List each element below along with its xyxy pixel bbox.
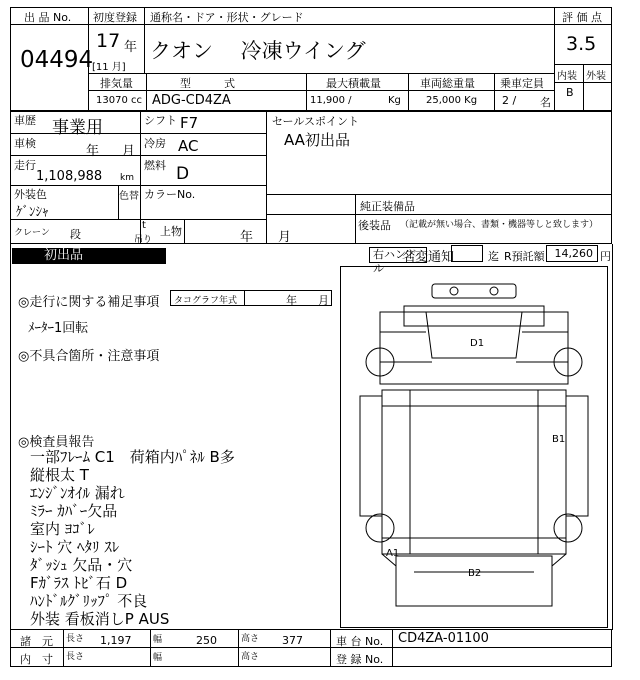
inspector-report-heading: ◎検査員報告 (18, 435, 95, 450)
top-body-label: 上物 (160, 225, 182, 238)
gross-weight: 25,000 Kg (426, 95, 478, 106)
inspection-month-unit: 月 (122, 144, 136, 159)
name-change-deadline-label: 迄 (488, 250, 499, 263)
height-value: 377 (282, 634, 303, 647)
tachograph-month-unit: 月 (318, 294, 329, 307)
inspector-report-line: ﾊﾝﾄﾞﾙｸﾞﾘｯﾌﾟ 不良 (30, 592, 148, 610)
color-code-label: カラーNo. (144, 188, 196, 201)
registration-month: [11 月] (92, 62, 126, 73)
payload-label: 最大積載量 (326, 77, 381, 90)
history-label: 車歴 (14, 114, 36, 127)
width-label: 幅 (153, 635, 163, 645)
ac-value: AC (178, 137, 199, 155)
defects-heading: ◎不具合箇所・注意事項 (18, 349, 160, 364)
capacity-label: 乗車定員 (500, 77, 544, 90)
model-code: ADG-CD4ZA (152, 93, 231, 108)
shift-value: F7 (180, 114, 199, 132)
driving-notes-text: ﾒｰﾀｰ1回転 (28, 321, 89, 336)
cab-windshield (426, 312, 522, 358)
cab-roof (432, 284, 516, 298)
inspector-report-line: 縦根太 T (30, 466, 89, 484)
truck-diagram (340, 266, 608, 628)
inspector-report-line: ﾀﾞｯｼｭ 欠品・穴 (30, 556, 133, 574)
interior-dims-label: 内 寸 (20, 653, 53, 666)
tachograph-label: タコグラフ年式 (174, 296, 238, 306)
interior-grade-label: 内装 (557, 71, 577, 82)
inspector-report-line: ｴﾝｼﾞﾝｵｲﾙ 漏れ (30, 484, 125, 502)
genuine-equipment-label: 純正装備品 (360, 200, 415, 213)
name-change-label: 名変通知 (402, 250, 455, 265)
registration-year-unit: 年 (124, 40, 138, 55)
tachograph-year-unit: 年 (286, 294, 297, 307)
model-name: クオン 冷凍ウイング (150, 39, 366, 63)
sales-point-text: AA初出品 (284, 131, 350, 149)
model-code-label: 型 式 (180, 77, 235, 90)
model-name-label: 通称名・ドア・形状・グレード (150, 11, 304, 24)
inspector-report-line: ｼｰﾄ 穴 ﾍﾀﾘ ｽﾚ (30, 538, 120, 556)
displacement-label: 排気量 (100, 77, 133, 90)
rear-wheel-right (554, 514, 582, 542)
aftermarket-note: （記載が無い場合、書類・機器等しと致します） (400, 220, 599, 230)
specs-label: 諸 元 (20, 635, 53, 648)
width-value: 250 (196, 634, 217, 647)
mirror-right (490, 287, 498, 295)
recycle-fee-label: R預託額 (504, 250, 545, 263)
first-listing-banner: 初出品 (12, 248, 166, 264)
inspector-report-line: 外装 看板消しP AUS (30, 610, 170, 628)
registration-number-label: 登 録 No. (336, 653, 384, 666)
history-value: 事業用 (52, 118, 103, 138)
chassis-label: 車 台 No. (336, 635, 384, 648)
marker-a1: A1 (386, 548, 400, 559)
score-value: 3.5 (566, 33, 597, 55)
interior-width-label: 幅 (153, 653, 163, 663)
capacity: 2 / (502, 94, 517, 107)
exterior-color-label: 外装色 (14, 188, 47, 201)
crane-ton: t (142, 220, 146, 231)
inspector-report-line: Fｶﾞﾗｽ ﾄﾋﾞ石 D (30, 574, 128, 592)
score-label: 評 価 点 (562, 11, 602, 24)
exterior-grade-label: 外装 (586, 71, 606, 82)
shift-label: シフト (144, 114, 177, 127)
height-label: 高さ (241, 634, 260, 644)
ac-label: 冷房 (144, 137, 166, 150)
top-month-unit: 月 (278, 230, 292, 245)
fuel-label: 燃料 (144, 159, 166, 172)
length-value: 1,197 (100, 634, 132, 647)
rear-wheel-left (366, 514, 394, 542)
lot-label: 出 品 No. (24, 11, 72, 24)
sales-point-label: セールスポイント (272, 115, 360, 128)
inspector-report-line: ﾐﾗｰ ｶﾊﾞｰ欠品 (30, 502, 118, 520)
exterior-color: ｹﾞﾝｼｬ (16, 205, 49, 220)
crane-label: クレーン (14, 228, 50, 238)
aftermarket-label: 後装品 (358, 219, 391, 232)
length-label: 長さ (66, 634, 85, 644)
payload-unit: Kg (388, 95, 401, 106)
top-year-unit: 年 (240, 230, 254, 245)
interior-length-label: 長さ (66, 652, 85, 662)
capacity-unit: 名 (540, 96, 551, 109)
interior-height-label: 高さ (241, 652, 260, 662)
mileage-value: 1,108,988 (36, 169, 103, 184)
recycle-fee-amount: 14,260 (546, 245, 598, 262)
mileage-label: 走行 (14, 159, 36, 172)
inspection-label: 車検 (14, 137, 36, 150)
color-change-label: 色替 (119, 191, 139, 202)
cargo-rear (396, 556, 552, 606)
interior-grade: B (566, 86, 574, 99)
inspector-report-line: 一部ﾌﾚｰﾑ C1 荷箱内ﾊﾟﾈﾙ B多 (30, 448, 235, 466)
payload: 11,900 / (310, 95, 352, 106)
mileage-unit: km (120, 173, 134, 183)
gross-weight-label: 車両総重量 (420, 77, 475, 90)
marker-b1: B1 (552, 434, 566, 445)
name-change-box (451, 245, 483, 262)
registration-year: 17 (96, 30, 121, 52)
inspection-year-unit: 年 (86, 144, 100, 159)
crane-stage: 段 (70, 228, 81, 241)
crane-lift: 吊り (134, 235, 153, 245)
displacement: 13070 cc (96, 95, 142, 106)
marker-d1: D1 (470, 338, 485, 349)
inspector-report-line: 室内 ﾖｺﾞﾚ (30, 520, 95, 538)
cab-front (404, 306, 544, 326)
recycle-fee-unit: 円 (600, 250, 611, 263)
fuel-value: D (176, 164, 190, 184)
mirror-left (450, 287, 458, 295)
right-handle-box: 右ハンドル (369, 247, 427, 263)
first-registration-label: 初度登録 (93, 11, 137, 24)
marker-b2: B2 (468, 568, 482, 579)
driving-notes-heading: ◎走行に関する補足事項 (18, 295, 160, 310)
chassis-number: CD4ZA-01100 (398, 631, 489, 646)
lot-number: 04494 (20, 47, 94, 73)
